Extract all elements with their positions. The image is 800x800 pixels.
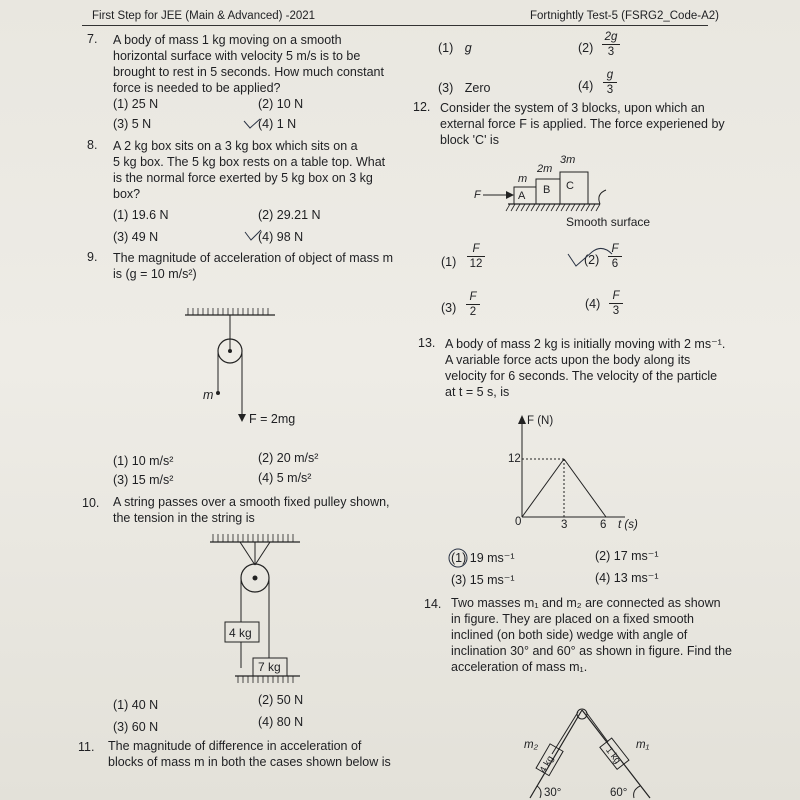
q11-option-1-value: g xyxy=(464,41,472,55)
q12-block-b: B xyxy=(543,184,551,196)
q13-y-axis-label: F (N) xyxy=(527,415,554,427)
q12-option-3-num: F xyxy=(469,291,477,303)
q12-option-2-den: 6 xyxy=(611,258,619,270)
q9-line: The magnitude of acceleration of object of mass m xyxy=(113,251,394,265)
q12-option-1-label[interactable]: (1) xyxy=(441,255,457,269)
q10-text xyxy=(113,494,403,526)
q7-option-2[interactable]: (2) 10 N xyxy=(258,97,304,111)
q14-text xyxy=(451,595,741,675)
q10-option-3[interactable]: (3) 60 N xyxy=(113,720,159,734)
q11-option-4-num: g xyxy=(606,69,614,81)
q7-option-1[interactable]: (1) 25 N xyxy=(113,97,159,111)
q9-line: is (g = 10 m/s²) xyxy=(113,267,197,281)
q8-line: A 2 kg box sits on a 3 kg box which sits on a xyxy=(113,139,358,153)
q8-line: box? xyxy=(113,187,141,201)
q14-line: Two masses m₁ and m₂ are connected as shown xyxy=(451,596,721,610)
q9-number: 9. xyxy=(87,250,98,264)
q12-mass-3m: 3m xyxy=(560,154,576,166)
q9-option-1[interactable]: (1) 10 m/s² xyxy=(113,454,174,468)
q11-option-4-fraction xyxy=(603,69,617,96)
fraction-bar xyxy=(609,303,623,304)
q9-text xyxy=(113,250,398,282)
q13-text xyxy=(445,336,730,400)
q10-block-4kg: 4 kg xyxy=(229,626,252,640)
q9-option-2[interactable]: (2) 20 m/s² xyxy=(258,451,319,465)
q12-number: 12. xyxy=(413,100,431,114)
q12-option-3-label[interactable]: (3) xyxy=(441,301,457,315)
q11-option-2-fraction xyxy=(602,31,620,58)
header-right: Fortnightly Test-5 (FSRG2_Code-A2) xyxy=(530,10,719,22)
fraction-bar xyxy=(467,256,485,257)
q12-blocks-figure xyxy=(478,150,678,220)
q12-line: block 'C' is xyxy=(440,133,499,147)
q8-line: 5 kg box. The 5 kg box rests on a table top. What xyxy=(113,155,386,169)
q14-line: in figure. They are placed on a fixed smooth xyxy=(451,612,694,626)
q14-number: 14. xyxy=(424,597,442,611)
q7-option-3[interactable]: (3) 5 N xyxy=(113,117,152,131)
q7-line: horizontal surface with velocity 5 m/s is to be xyxy=(113,49,361,63)
q8-text xyxy=(113,138,393,202)
q11-option-1[interactable] xyxy=(438,41,472,55)
fraction-bar xyxy=(466,304,480,305)
q11-option-1-label: (1) xyxy=(438,41,454,55)
q13-line: A body of mass 2 kg is initially moving with 2 ms⁻¹. xyxy=(445,337,726,351)
q12-answer-tick xyxy=(566,244,626,270)
q12-option-4-fraction xyxy=(609,290,623,317)
q11-option-2-label[interactable]: (2) xyxy=(578,41,594,55)
q13-line: at t = 5 s, is xyxy=(445,385,510,399)
q11-option-3-label: (3) xyxy=(438,81,454,95)
q14-block-right: 1 kg xyxy=(603,745,623,766)
q12-option-1-num: F xyxy=(472,243,480,255)
q8-number: 8. xyxy=(87,138,98,152)
q11-option-2-num: 2g xyxy=(604,31,618,43)
q8-line: is the normal force exerted by 5 kg box on 3 kg xyxy=(113,171,373,185)
q12-option-1-den: 12 xyxy=(469,258,483,270)
q14-angle-30: 30° xyxy=(544,787,562,799)
header-left: First Step for JEE (Main & Advanced) -2021 xyxy=(92,10,316,22)
fraction-bar xyxy=(602,44,620,45)
q13-option-2[interactable]: (2) 17 ms⁻¹ xyxy=(595,549,659,563)
fraction-bar xyxy=(603,82,617,83)
q13-x-axis-label: t (s) xyxy=(618,519,638,531)
q7-line: force is needed to be applied? xyxy=(113,81,281,95)
q12-line: external force F is applied. The force experiened by xyxy=(440,117,725,131)
q8-option-2[interactable]: (2) 29.21 N xyxy=(258,208,321,222)
q11-option-2-den: 3 xyxy=(607,46,615,58)
q12-option-2-label[interactable]: (2) xyxy=(584,253,600,267)
q9-mass-label: m xyxy=(203,388,214,402)
q12-option-2-num: F xyxy=(611,243,619,255)
header-rule xyxy=(82,25,708,26)
q8-tick-mark xyxy=(243,228,263,242)
q14-line: acceleration of mass m₁. xyxy=(451,660,588,674)
q12-block-c: C xyxy=(566,180,574,192)
q11-line: The magnitude of difference in acceleration of xyxy=(108,739,362,753)
q13-number: 13. xyxy=(418,336,436,350)
q12-force-label: F xyxy=(474,189,481,201)
q10-line: A string passes over a smooth fixed pulley shown, xyxy=(113,495,390,509)
q14-block-left: 4 kg xyxy=(537,753,557,776)
q12-option-4-den: 3 xyxy=(612,305,620,317)
q11-option-3[interactable] xyxy=(438,81,490,95)
q7-tick-mark xyxy=(242,117,262,131)
q10-line: the tension in the string is xyxy=(113,511,255,525)
q13-answer-circle xyxy=(447,547,469,569)
q12-option-4-num: F xyxy=(612,290,620,302)
q12-mass-m: m xyxy=(518,173,528,185)
q7-line: brought to rest in 5 seconds. How much constant xyxy=(113,65,384,79)
q11-number: 11. xyxy=(78,740,95,754)
q14-m2-label: m₂ xyxy=(524,739,538,751)
q13-end-tick: 6 xyxy=(600,519,607,531)
q12-mass-2m: 2m xyxy=(537,163,553,175)
q13-option-1[interactable]: (1) 19 ms⁻¹ xyxy=(451,551,515,565)
q14-line: inclination 30° and 60° as shown in figure. Find the xyxy=(451,644,733,658)
q14-line: inclined (on both side) wedge with angle of xyxy=(451,628,688,642)
q12-option-3-den: 2 xyxy=(469,306,477,318)
q10-number: 10. xyxy=(82,496,100,510)
q10-block-7kg: 7 kg xyxy=(258,660,281,674)
q10-option-1[interactable]: (1) 40 N xyxy=(113,698,159,712)
q10-option-4[interactable]: (4) 80 N xyxy=(258,715,304,729)
q13-peak-label: 12 xyxy=(508,453,521,465)
q12-surface-label: Smooth surface xyxy=(566,215,651,229)
q13-option-4[interactable]: (4) 13 ms⁻¹ xyxy=(595,571,659,585)
q7-text xyxy=(113,32,393,96)
q10-option-2[interactable]: (2) 50 N xyxy=(258,693,304,707)
q12-option-4-label[interactable]: (4) xyxy=(585,297,601,311)
q8-option-1[interactable]: (1) 19.6 N xyxy=(113,208,169,222)
q12-line: Consider the system of 3 blocks, upon which an xyxy=(440,101,705,115)
q9-force-label: F = 2mg xyxy=(249,412,296,426)
q9-option-3[interactable]: (3) 15 m/s² xyxy=(113,473,174,487)
q12-text xyxy=(440,100,725,148)
q13-line: A variable force acts upon the body along its xyxy=(445,353,691,367)
q13-option-3[interactable]: (3) 15 ms⁻¹ xyxy=(451,573,515,587)
q13-origin-label: 0 xyxy=(515,516,522,528)
q11-text xyxy=(108,738,408,770)
q14-m1-label: m₁ xyxy=(636,739,650,751)
q14-angle-60: 60° xyxy=(610,787,628,799)
q8-option-4[interactable]: (4) 98 N xyxy=(258,230,304,244)
q12-block-a: A xyxy=(518,190,526,202)
q7-number: 7. xyxy=(87,32,98,46)
q7-line: A body of mass 1 kg moving on a smooth xyxy=(113,33,342,47)
q13-mid-tick: 3 xyxy=(561,519,568,531)
q8-option-3[interactable]: (3) 49 N xyxy=(113,230,159,244)
q13-line: velocity for 6 seconds. The velocity of the particle xyxy=(445,369,718,383)
q11-option-4-den: 3 xyxy=(606,84,614,96)
q11-option-4-label[interactable]: (4) xyxy=(578,79,594,93)
q12-option-3-fraction xyxy=(466,291,480,318)
q12-option-1-fraction xyxy=(467,243,485,270)
q9-option-4[interactable]: (4) 5 m/s² xyxy=(258,471,312,485)
q7-option-4[interactable]: (4) 1 N xyxy=(258,117,297,131)
q13-force-time-graph xyxy=(500,412,650,527)
q11-option-3-value: Zero xyxy=(464,81,491,95)
q11-line: blocks of mass m in both the cases shown below is xyxy=(108,755,391,769)
